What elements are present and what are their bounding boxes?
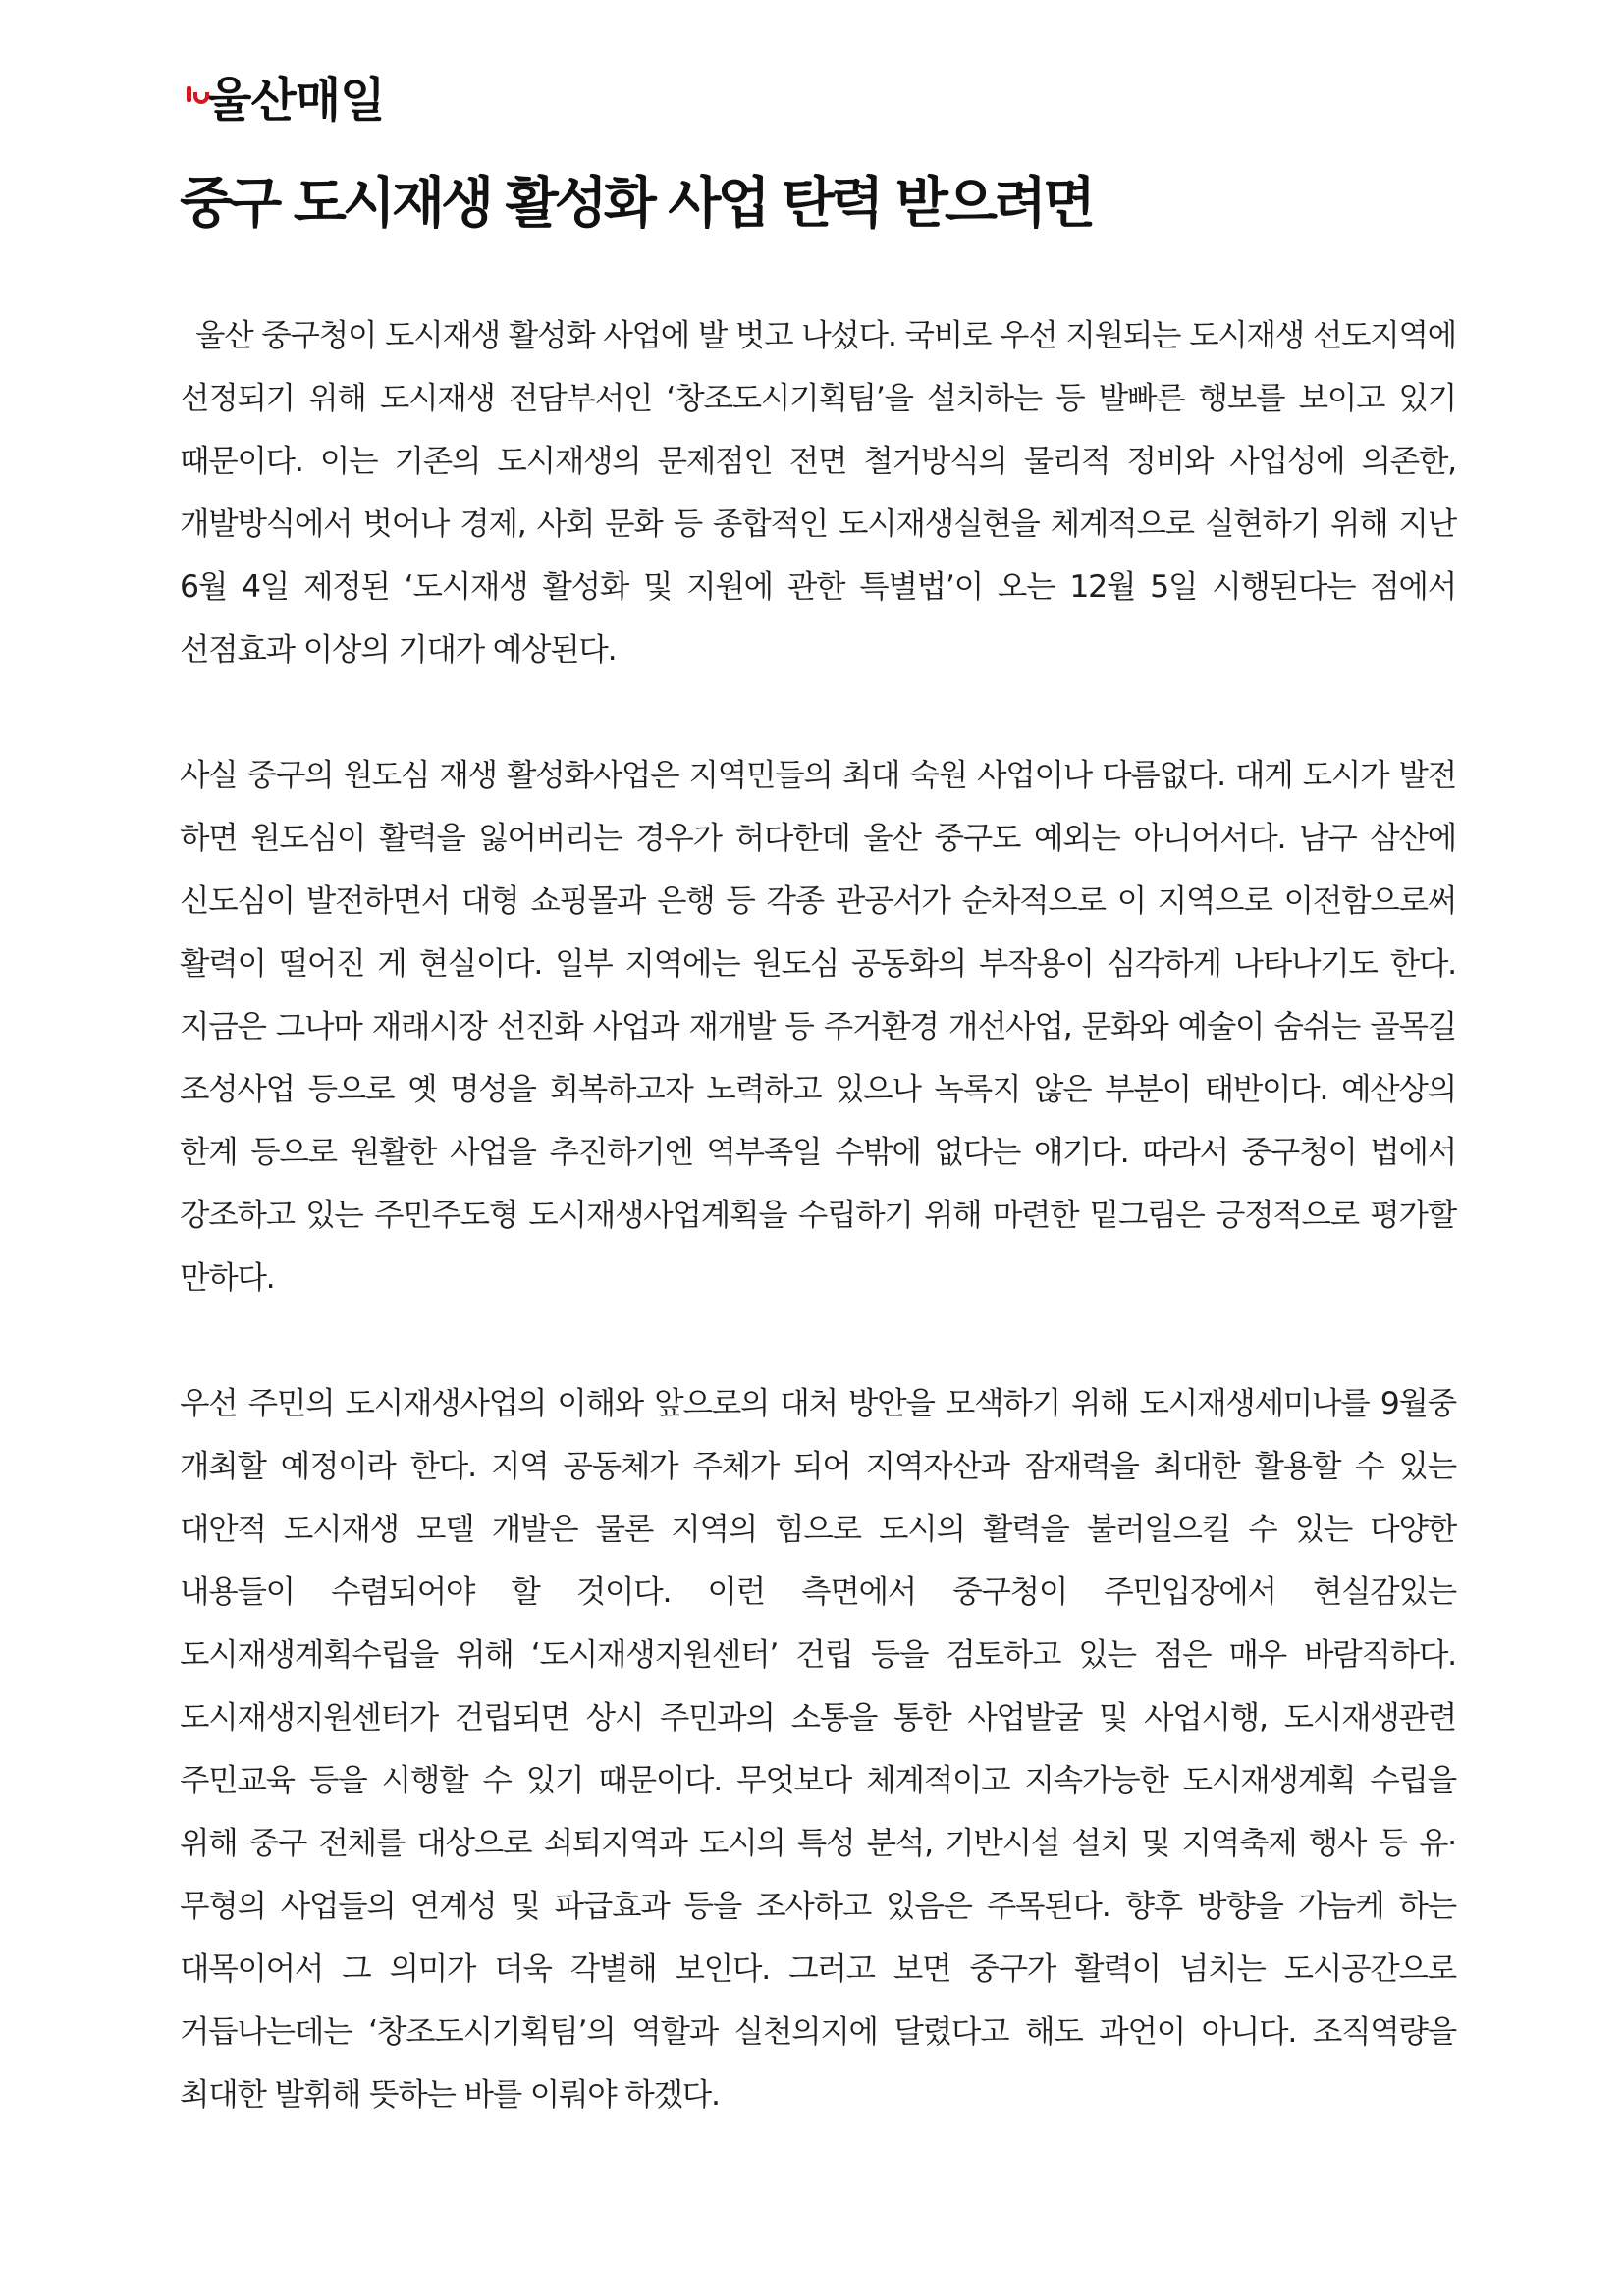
newspaper-logo-icon [187,80,204,120]
article-paragraph-1: 울산 중구청이 도시재생 활성화 사업에 발 벗고 나섰다. 국비로 우선 지원되는 도시재생 선도지역에 선정되기 위해 도시재생 전담부서인 ‘창조도시기획팀’을 설치하는 등 발빠른 행보를 보이고 있기 때문이다. 이는 기존의 도시재생의 문제점인 전면 철거방식의 물리적 정비와 사업성에 의존한, 개발방식에서 벗어나 경제, 사회 문화 등 종합적인 도시재생실현을 체계적으로 실현하기 위해 지난 6월 4일 제정된 ‘도시재생 활성화 및 지원에 관한 특별법’이 오는 12월 5일 시행된다는 점에서 선점효과 이상의 기대가 예상된다. [180,318,1456,667]
article-headline: 중구 도시재생 활성화 사업 탄력 받으려면 [180,172,1093,236]
article-body [180,304,1456,2126]
article-paragraph-3: 우선 주민의 도시재생사업의 이해와 앞으로의 대처 방안을 모색하기 위해 도시재생세미나를 9월중 개최할 예정이라 한다. 지역 공동체가 주체가 되어 지역자산과 잠재력을 최대한 활용할 수 있는 대안적 도시재생 모델 개발은 물론 지역의 힘으로 도시의 활력을 불러일으킬 수 있는 다양한 내용들이 수렴되어야 할 것이다. 이런 측면에서 중구청이 주민입장에서 현실감있는 도시재생계획수립을 위해 ‘도시재생지원센터’ 건립 등을 검토하고 있는 점은 매우 바람직하다. 도시재생지원센터가 건립되면 상시 주민과의 소통을 통한 사업발굴 및 사업시행, 도시재생관련 주민교육 등을 시행할 수 있기 때문이다. 무엇보다 체계적이고 지속가능한 도시재생계획 수립을 위해 중구 전체를 대상으로 쇠퇴지역과 도시의 특성 분석, 기반시설 설치 및 지역축제 행사 등 유·무형의 사업들의 연계성 및 파급효과 등을 조사하고 있음은 주목된다. 향후 방향을 가늠케 하는 대목이어서 그 의미가 더욱 각별해 보인다. 그러고 보면 중구가 활력이 넘치는 도시공간으로 거듭나는데는 ‘창조도시기획팀’의 역할과 실천의지에 달렸다고 해도 과언이 아니다. 조직역량을 최대한 발휘해 뜻하는 바를 이뤄야 하겠다. [180,1386,1456,2112]
masthead [187,71,384,130]
article-paragraph-2: 사실 중구의 원도심 재생 활성화사업은 지역민들의 최대 숙원 사업이나 다름없다. 대게 도시가 발전 하면 원도심이 활력을 잃어버리는 경우가 허다한데 울산 중구도 예외는 아니어서다. 남구 삼산에 신도심이 발전하면서 대형 쇼핑몰과 은행 등 각종 관공서가 순차적으로 이 지역으로 이전함으로써 활력이 떨어진 게 현실이다. 일부 지역에는 원도심 공동화의 부작용이 심각하게 나타나기도 한다. 지금은 그나마 재래시장 선진화 사업과 재개발 등 주거환경 개선사업, 문화와 예술이 숨쉬는 골목길 조성사업 등으로 옛 명성을 회복하고자 노력하고 있으나 녹록지 않은 부분이 태반이다. 예산상의 한계 등으로 원활한 사업을 추진하기엔 역부족일 수밖에 없다는 얘기다. 따라서 중구청이 법에서 강조하고 있는 주민주도형 도시재생사업계획을 수립하기 위해 마련한 밑그림은 긍정적으로 평가할 만하다. [180,758,1456,1296]
newspaper-logo-text: 울산매일 [206,73,385,128]
